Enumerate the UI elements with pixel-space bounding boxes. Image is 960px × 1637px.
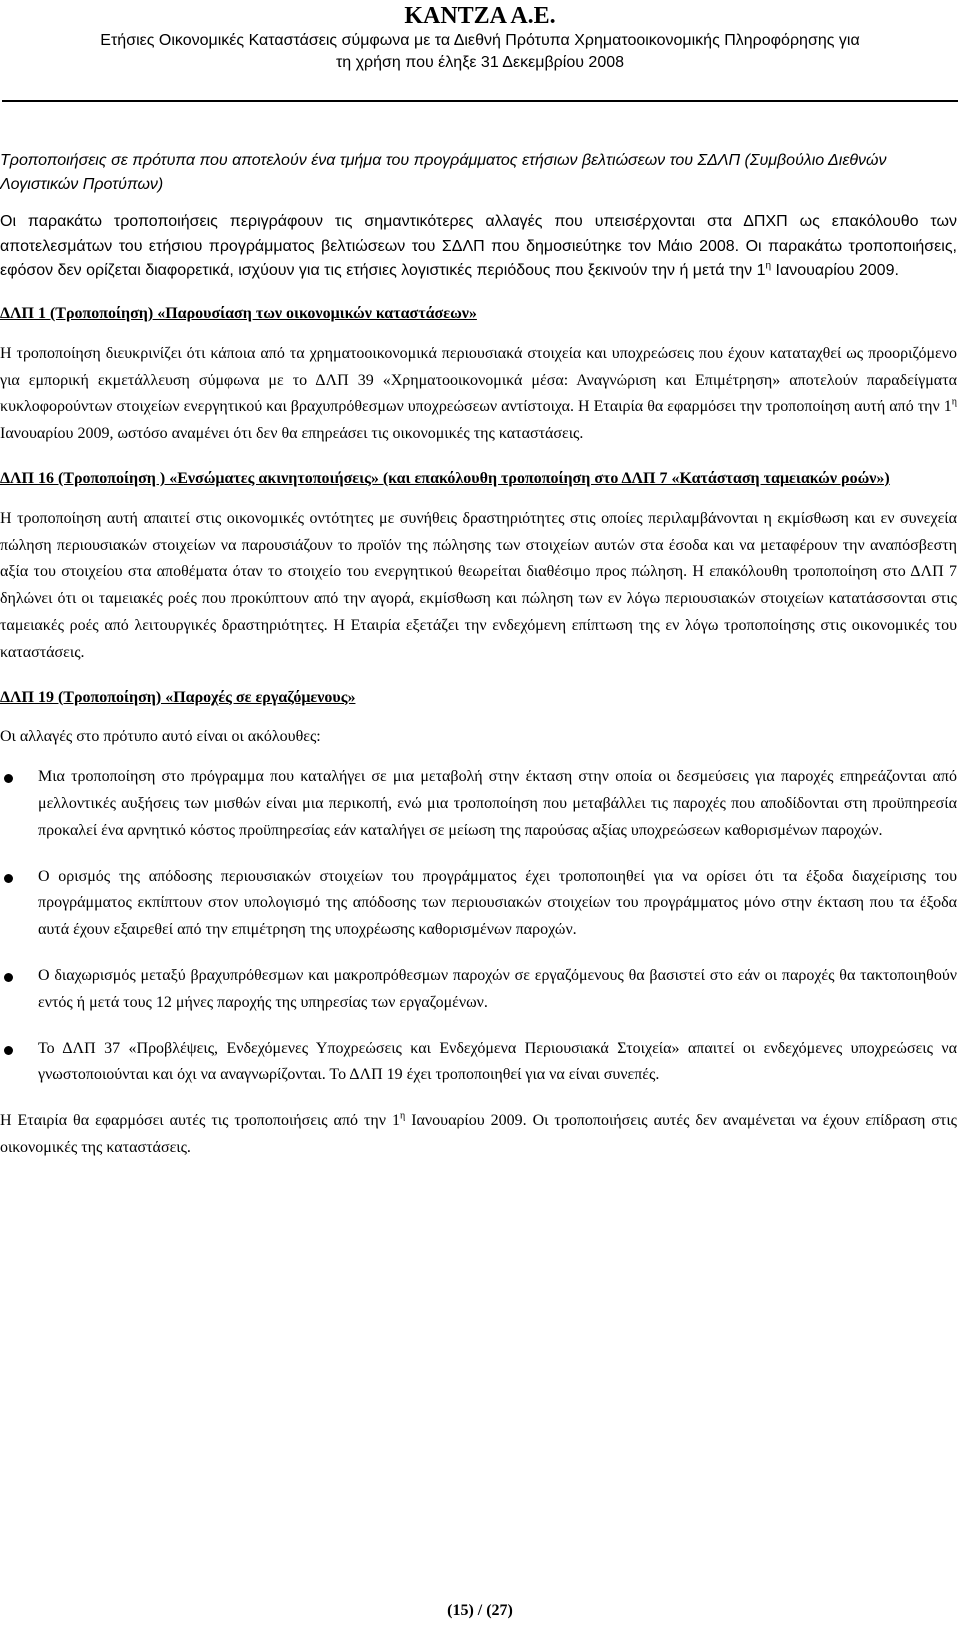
page-number: (15) / (27)	[447, 1602, 513, 1619]
section-ias1-text: Η τροποποίηση διευκρινίζει ότι κάποια από τα χρηματοοικονομικά περιουσιακά στοιχεία και υποχρεώσεις που έχουν καταταχθεί ως προοριζόμενο για εμπορική εκμετάλλευση σύμφωνα με το ΔΛΠ 39 «Χρηματοοικονομικά μέσα: Αναγνώριση και Επιμέτρηση» αποτελούν παραδείγματα κυκλοφορούντων στοιχείων ενεργητικού και βραχυπρόθεσμων υποχρεώσεων αντίστοιχα. Η Εταιρία θα εφαρμόσει την τροποποίηση αυτή από την 1	[0, 344, 957, 416]
bullet-icon	[4, 774, 13, 783]
intro-paragraph	[0, 210, 957, 283]
bullet-icon	[4, 973, 13, 982]
intro-paragraph-superscript: η	[765, 260, 772, 272]
header-divider	[2, 100, 958, 102]
bullet-icon	[4, 1046, 13, 1055]
intro-paragraph-text-end: Ιανουαρίου 2009.	[771, 261, 899, 279]
section-ias16-paragraph: Η τροποποίηση αυτή απαιτεί στις οικονομικές οντότητες με συνήθεις δραστηριότητες στις οποίες περιλαμβάνονται η εκμίσθωση και εν συνεχεία πώληση περιουσιακών στοιχείων να παρουσιάζουν το προϊόν της πώλησης των στοιχείων αυτών στα έσοδα και να μεταφέρουν την αναπόσβεστη αξία του στοιχείου στα αποθέματα όταν το στοιχείο του ενεργητικού θεωρείται διαθέσιμο προς πώληση. Η επακόλουθη τροποποίηση στο ΔΛΠ 7 δηλώνει ότι οι ταμειακές ροές που προκύπτουν από την αγορά, εκμίσθωση και πώληση των εν λόγω περιουσιακών στοιχείων κατατάσσονται στις ταμειακές ροές από λειτουργικές δραστηριότητες. Η Εταιρία εξετάζει την ενδεχόμενη επίπτωση της εν λόγω τροποποίησης στις οικονομικές του καταστάσεις.	[0, 509, 957, 661]
section-ias1-paragraph	[0, 341, 957, 448]
bullet-icon	[4, 874, 13, 883]
list-item	[0, 1036, 957, 1090]
section-ias16-title: ΔΛΠ 16 (Τροποποίηση ) «Ενσώματες ακινητοποιήσεις» (και επακόλουθη τροποποίηση στο ΔΛΠ 7 «Κατάσταση ταμειακών ροών»)	[0, 470, 890, 487]
section-ias19-title: ΔΛΠ 19 (Τροποποίηση) «Παροχές σε εργαζόμενους»	[0, 688, 356, 706]
section-ias19-closing-superscript: η	[400, 1110, 406, 1122]
section-ias1-superscript: η	[951, 397, 957, 409]
list-item-text: Ο ορισμός της απόδοσης περιουσιακών στοιχείων του προγράμματος έχει τροποποιηθεί για να ορίσει ότι τα έξοδα διαχείρισης του προγράμματος εκπίπτουν στον υπολογισμό της απόδοσης των περιουσιακών στοιχείων του προγράμματος μόνο στην έκταση που τα έξοδα αυτά έχουν εξαιρεθεί από την επιμέτρηση της υποχρέωσης καθορισμένων παροχών.	[38, 867, 957, 939]
section-ias19-closing-text: Η Εταιρία θα εφαρμόσει αυτές τις τροποποιήσεις από την 1	[0, 1112, 400, 1130]
list-item	[0, 864, 957, 944]
section-ias19-bullet-list	[0, 764, 957, 1089]
section-ias1-text-end: Ιανουαρίου 2009, ωστόσο αναμένει ότι δεν θα επηρεάσει τις οικονομικές της καταστάσεις.	[0, 425, 584, 443]
list-item-text: Το ΔΛΠ 37 «Προβλέψεις, Ενδεχόμενες Υποχρεώσεις και Ενδεχόμενα Περιουσιακά Στοιχεία» απαιτεί οι ενδεχόμενες υποχρεώσεις να γνωστοποιούνται και όχι να αναγνωρίζονται. Το ΔΛΠ 19 έχει τροποποιηθεί για να είναι συνεπές.	[38, 1039, 957, 1084]
header-subtitle-line2: τη χρήση που έληξε 31 Δεκεμβρίου 2008	[335, 54, 625, 71]
list-item-text: Μια τροποποίηση στο πρόγραμμα που καταλήγει σε μια μεταβολή στην έκταση στην οποία οι δεσμεύσεις για παροχές επηρεάζονται από μελλοντικές αυξήσεις των μισθών είναι μια περικοπή, ενώ μια τροποποίηση που μεταβάλλει τις παροχές που αποδίδονται στη προϋπηρεσία προκαλεί ένα αρνητικό κόστος προϋπηρεσίας εάν καταλήγει σε μείωση της παρούσας αξίας υποχρεώσεων καθορισμένων παροχών.	[38, 768, 957, 839]
intro-paragraph-text: Οι παρακάτω τροποποιήσεις περιγράφουν τις σημαντικότερες αλλαγές που υπεισέρχονται στα ΔΠΧΠ ως επακόλουθο των αποτελεσμάτων του ετήσιου προγράμματος βελτιώσεων του ΣΔΛΠ που δημοσιεύτηκε τον Μάιο 2008. Οι παρακάτω τροποποιήσεις, εφόσον δεν ορίζεται διαφορετικά, ισχύουν για τις ετήσιες λογιστικές περιόδους που ξεκινούν την ή μετά την 1	[0, 213, 957, 279]
section-ias19-closing-text-end: Ιανουαρίου 2009. Οι τροποποιήσεις αυτές δεν αναμένεται να έχουν επίδραση στις οικονομικές της καταστάσεις.	[0, 1112, 957, 1156]
list-item	[0, 963, 957, 1017]
intro-heading: Τροποποιήσεις σε πρότυπα που αποτελούν ένα τμήμα του προγράμματος ετήσιων βελτιώσεων του ΣΔΛΠ (Συμβούλιο Διεθνών Λογιστικών Προτύπων)	[0, 152, 887, 194]
page-header	[0, 0, 960, 74]
section-ias19-closing	[0, 1108, 957, 1162]
document-body	[0, 149, 957, 1162]
list-item-text: Ο διαχωρισμός μεταξύ βραχυπρόθεσμων και μακροπρόθεσμων παροχών σε εργαζόμενους θα βασιστεί στο εάν οι παροχές θα τακτοποιηθούν εντός ή μετά τους 12 μήνες παροχής της υπηρεσίας των εργαζομένων.	[38, 966, 957, 1011]
header-subtitle-line1: Ετήσιες Οικονομικές Καταστάσεις σύμφωνα με τα Διεθνή Πρότυπα Χρηματοοικονομικής Πληροφόρησης για	[100, 32, 860, 49]
section-ias1-title: ΔΛΠ 1 (Τροποποίηση) «Παρουσίαση των οικονομικών καταστάσεων»	[0, 305, 477, 323]
company-name: ΚΑΝΤΖΑ Α.Ε.	[404, 3, 556, 29]
list-item	[0, 764, 957, 844]
section-ias19-lead: Οι αλλαγές στο πρότυπο αυτό είναι οι ακόλουθες:	[0, 728, 321, 746]
